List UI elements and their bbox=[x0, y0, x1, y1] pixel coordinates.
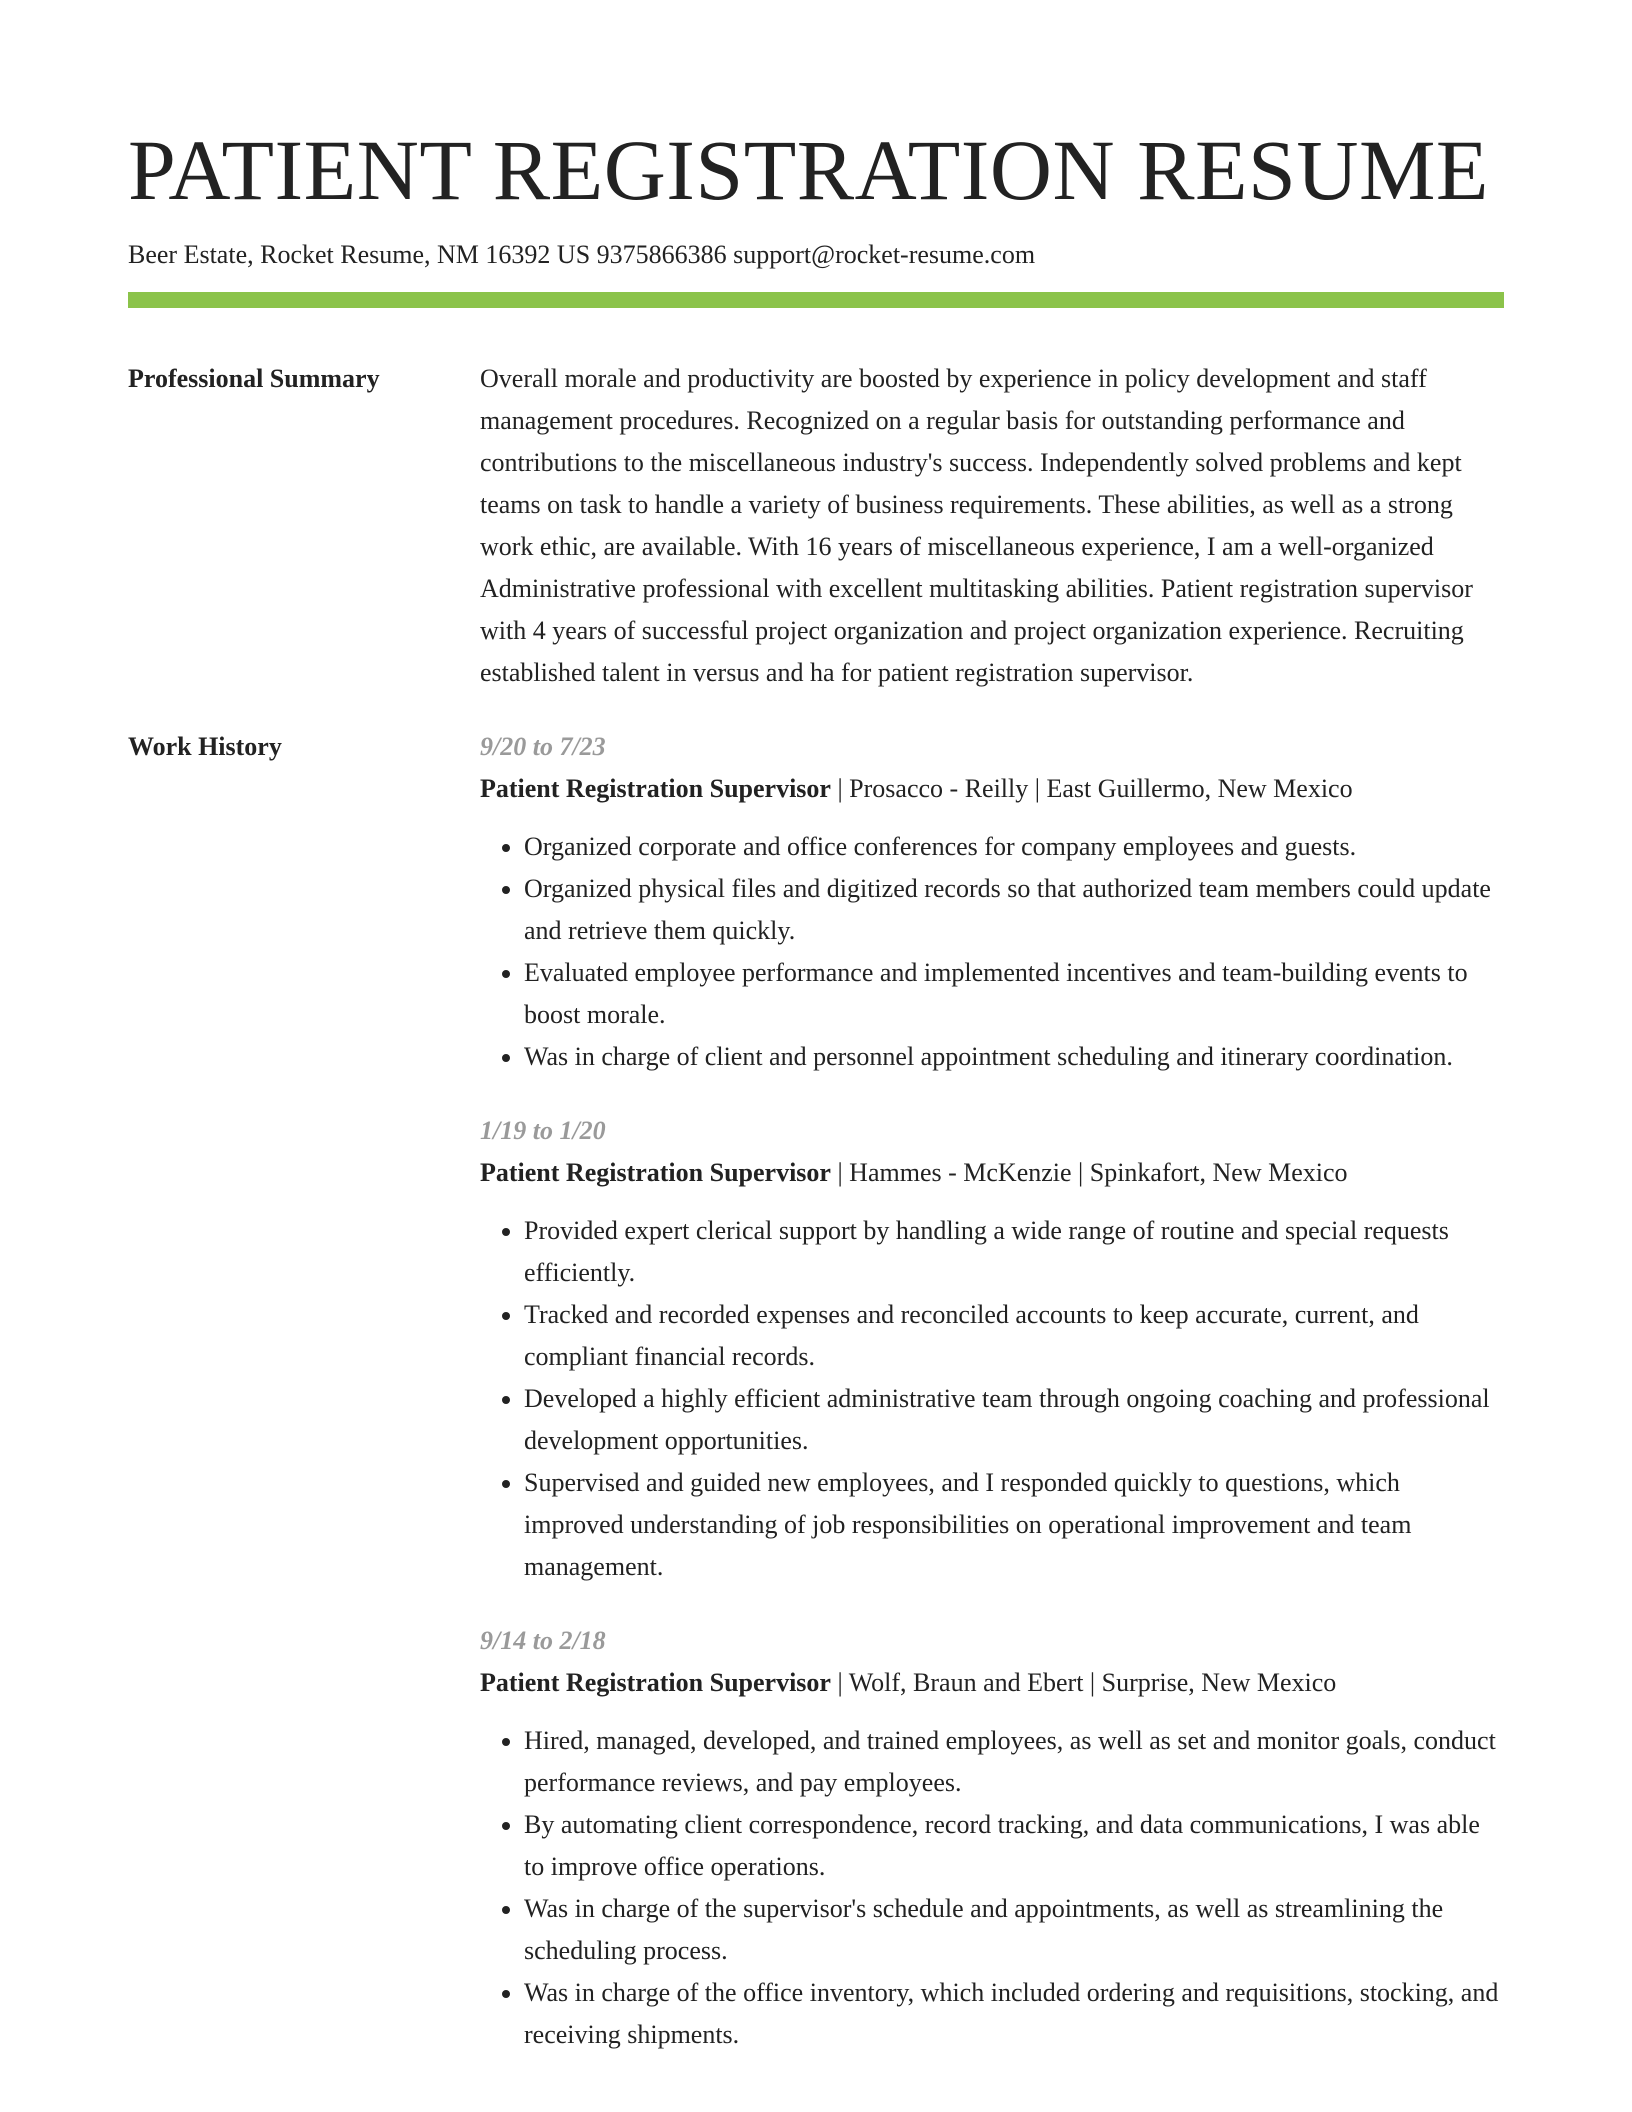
job-title: Patient Registration Supervisor bbox=[480, 1668, 831, 1697]
section-label-work-history: Work History bbox=[128, 732, 282, 761]
job-duties bbox=[480, 1720, 1504, 2056]
job-employer-location: | Wolf, Braun and Ebert | Surprise, New Mexico bbox=[830, 1668, 1337, 1697]
duty-item: • Was in charge of the supervisor's schedule and appointments, as well as streamlining the scheduling process. bbox=[524, 1888, 1504, 1972]
professional-summary-section bbox=[128, 358, 1504, 694]
job-dates: 9/14 to 2/18 bbox=[480, 1626, 606, 1655]
job-employer-location: | Prosacco - Reilly | East Guillermo, New Mexico bbox=[830, 774, 1353, 803]
contact-info: Beer Estate, Rocket Resume, NM 16392 US 9375866386 support@rocket-resume.com bbox=[128, 240, 1036, 269]
job-dates: 1/19 to 1/20 bbox=[480, 1116, 606, 1145]
job-heading bbox=[480, 1662, 1504, 1704]
duty-item: • Hired, managed, developed, and trained employees, as well as set and monitor goals, conduct performance reviews, and pay employees. bbox=[524, 1720, 1504, 1804]
summary-text: Overall morale and productivity are boosted by experience in policy development and staff management procedures. Recognized on a regular basis for outstanding performance and contributions to the miscellaneous industry's success. Independently solved problems and kept teams on task to handle a variety of business requirements. These abilities, as well as a strong work ethic, are available. With 16 years of miscellaneous experience, I am a well-organized Administrative professional with excellent multitasking abilities. Patient registration supervisor with 4 years of successful project organization and project organization experience. Recruiting established talent in versus and ha for patient registration supervisor. bbox=[480, 364, 1473, 687]
duty-item: • Provided expert clerical support by handling a wide range of routine and special requests efficiently. bbox=[524, 1210, 1504, 1294]
job-entry bbox=[480, 726, 1504, 1078]
duty-item: • Tracked and recorded expenses and reconciled accounts to keep accurate, current, and compliant financial records. bbox=[524, 1294, 1504, 1378]
accent-divider bbox=[128, 292, 1504, 308]
job-heading bbox=[480, 1152, 1504, 1194]
job-entry bbox=[480, 1110, 1504, 1588]
job-title: Patient Registration Supervisor bbox=[480, 1158, 831, 1187]
duty-item: • By automating client correspondence, record tracking, and data communications, I was able to improve office operations. bbox=[524, 1804, 1504, 1888]
job-duties bbox=[480, 1210, 1504, 1588]
job-title: Patient Registration Supervisor bbox=[480, 774, 831, 803]
duty-item: • Was in charge of the office inventory, which included ordering and requisitions, stocking, and receiving shipments. bbox=[524, 1972, 1504, 2056]
duty-item: • Supervised and guided new employees, and I responded quickly to questions, which improved understanding of job responsibilities on operational improvement and team management. bbox=[524, 1462, 1504, 1588]
work-history-list bbox=[480, 726, 1504, 2056]
section-label-summary: Professional Summary bbox=[128, 364, 380, 393]
job-heading bbox=[480, 768, 1504, 810]
work-history-section bbox=[128, 726, 1504, 2056]
resume-title: PATIENT REGISTRATION RESUME bbox=[128, 122, 1489, 218]
duty-item: • Organized physical files and digitized records so that authorized team members could update and retrieve them quickly. bbox=[524, 868, 1504, 952]
job-entry bbox=[480, 1620, 1504, 2056]
duty-item: • Developed a highly efficient administrative team through ongoing coaching and professional development opportunities. bbox=[524, 1378, 1504, 1462]
job-duties bbox=[480, 826, 1504, 1078]
duty-item: • Was in charge of client and personnel appointment scheduling and itinerary coordination. bbox=[524, 1036, 1504, 1078]
duty-item: • Evaluated employee performance and implemented incentives and team-building events to boost morale. bbox=[524, 952, 1504, 1036]
duty-item: • Organized corporate and office conferences for company employees and guests. bbox=[524, 826, 1504, 868]
job-dates: 9/20 to 7/23 bbox=[480, 732, 606, 761]
resume-page bbox=[128, 0, 1504, 2056]
job-employer-location: | Hammes - McKenzie | Spinkafort, New Mexico bbox=[830, 1158, 1348, 1187]
